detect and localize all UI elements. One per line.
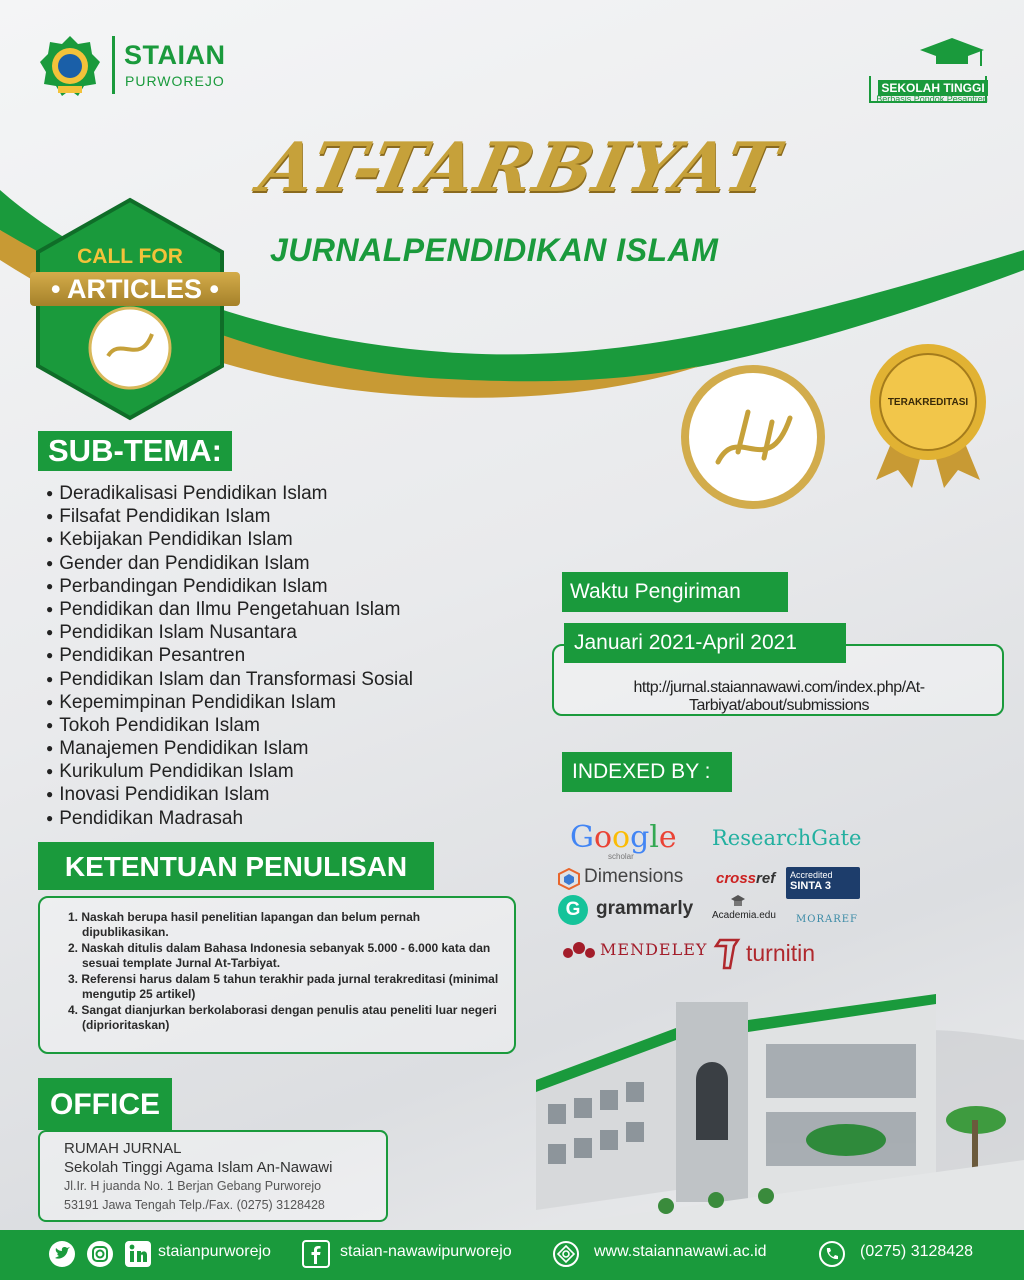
badge-sekolah-tinggi: SEKOLAH TINGGI bbox=[878, 80, 988, 96]
crossref-logo-cross: cross bbox=[716, 870, 757, 887]
subtema-item: ● Pendidikan Islam dan Transformasi Sosial bbox=[46, 668, 413, 691]
indexed-by-label: INDEXED BY : bbox=[562, 752, 732, 792]
subtema-item: ● Perbandingan Pendidikan Islam bbox=[46, 575, 413, 598]
subtema-item: ● Tokoh Pendidikan Islam bbox=[46, 714, 413, 737]
journal-title: AT-TARBIYAT bbox=[253, 128, 787, 208]
turnitin-logo: turnitin bbox=[746, 940, 816, 966]
office-name: RUMAH JURNAL bbox=[64, 1140, 182, 1157]
waktu-pengiriman-label: Waktu Pengiriman bbox=[562, 572, 788, 612]
badge-pondok-pesantren: Berbasis Pondok Pesantren bbox=[876, 94, 988, 104]
submission-url-link[interactable]: http://jurnal.staiannawawi.com/index.php/At-Tarbiyat/about/submissions bbox=[633, 679, 925, 714]
sinta-level: SINTA 3 bbox=[790, 880, 831, 892]
subtema-item: ● Kebijakan Pendidikan Islam bbox=[46, 528, 413, 551]
subtema-heading: SUB-TEMA: bbox=[38, 431, 232, 471]
subtema-item: ● Inovasi Pendidikan Islam bbox=[46, 783, 413, 806]
sinta-accredited-logo bbox=[786, 867, 860, 899]
office-address-box bbox=[38, 1130, 388, 1222]
linkedin-icon[interactable] bbox=[124, 1240, 152, 1268]
moraref-logo: MORAREF bbox=[796, 914, 858, 925]
subtema-item: ● Filsafat Pendidikan Islam bbox=[46, 505, 413, 528]
brand-name: STAIAN bbox=[124, 40, 226, 70]
staian-emblem-logo bbox=[38, 34, 102, 98]
submission-period: Januari 2021-April 2021 bbox=[564, 623, 846, 663]
campus-building-illustration bbox=[516, 960, 1024, 1230]
seal-text: TERAKREDITASI bbox=[887, 397, 969, 408]
mendeley-logo: MENDELEY bbox=[600, 940, 708, 959]
crossref-logo bbox=[716, 870, 775, 887]
subtema-item: ● Manajemen Pendidikan Islam bbox=[46, 737, 413, 760]
subtema-item: ● Deradikalisasi Pendidikan Islam bbox=[46, 482, 413, 505]
ketentuan-box bbox=[38, 896, 516, 1054]
accreditation-seal-icon bbox=[858, 340, 998, 490]
subtema-item: ● Pendidikan Madrasah bbox=[46, 807, 413, 830]
mendeley-icon bbox=[562, 940, 596, 960]
journal-subtitle: JURNALPENDIDIKAN ISLAM bbox=[270, 232, 719, 268]
footer-phone[interactable]: (0275) 3128428 bbox=[860, 1243, 973, 1260]
grammarly-icon: G bbox=[558, 895, 588, 925]
attarbiyat-calligraphy-medallion bbox=[678, 362, 828, 512]
call-for-articles-badge bbox=[30, 196, 230, 426]
footer-website[interactable]: www.staiannawawi.ac.id bbox=[594, 1243, 767, 1260]
subtema-item: ● Kepemimpinan Pendidikan Islam bbox=[46, 691, 413, 714]
ketentuan-list bbox=[60, 910, 500, 1032]
researchgate-logo: ResearchGate bbox=[712, 826, 862, 850]
subtema-item: ● Pendidikan dan Ilmu Pengetahuan Islam bbox=[46, 598, 413, 621]
google-scholar-logo: Google bbox=[570, 820, 677, 855]
ketentuan-heading: KETENTUAN PENULISAN bbox=[38, 842, 434, 890]
ketentuan-item: 4. Sangat dianjurkan berkolaborasi dengan penulis atau peneliti luar negeri (diprioritaskan) bbox=[68, 1003, 497, 1032]
subtema-item: ● Pendidikan Pesantren bbox=[46, 644, 413, 667]
dimensions-logo: Dimensions bbox=[584, 866, 684, 887]
footer-social-handle[interactable]: staianpurworejo bbox=[158, 1243, 271, 1260]
ketentuan-item: 1. Naskah berupa hasil penelitian lapangan dan belum pernah dipublikasikan. bbox=[68, 910, 421, 939]
academia-logo: Academia.edu bbox=[712, 910, 776, 921]
articles-label: • ARTICLES • bbox=[30, 272, 240, 306]
web-icon[interactable] bbox=[552, 1240, 580, 1268]
footer-facebook[interactable]: staian-nawawipurworejo bbox=[340, 1243, 512, 1260]
twitter-icon[interactable] bbox=[48, 1240, 76, 1268]
phone-icon[interactable] bbox=[818, 1240, 846, 1268]
ketentuan-item: 2. Naskah ditulis dalam Bahasa Indonesia sebanyak 5.000 - 6.000 kata dan sesuai template Jurnal At-Tarbiyat. bbox=[68, 941, 491, 970]
instagram-icon[interactable] bbox=[86, 1240, 114, 1268]
office-postal-phone: 53191 Jawa Tengah Telp./Fax. (0275) 3128428 bbox=[64, 1198, 325, 1212]
facebook-icon[interactable] bbox=[302, 1240, 330, 1268]
subtema-list bbox=[46, 482, 413, 830]
office-institution: Sekolah Tinggi Agama Islam An-Nawawi bbox=[64, 1159, 333, 1176]
grammarly-logo: grammarly bbox=[596, 898, 694, 919]
subtema-item: ● Kurikulum Pendidikan Islam bbox=[46, 760, 413, 783]
ketentuan-item: 3. Referensi harus dalam 5 tahun terakhir pada jurnal terakreditasi (minimal mengutip 25 artikel) bbox=[68, 972, 499, 1001]
brand-city: PURWOREJO bbox=[125, 73, 225, 89]
dimensions-icon bbox=[558, 868, 580, 890]
google-scholar-sub: scholar bbox=[608, 852, 634, 861]
call-for-label: CALL FOR bbox=[77, 245, 183, 268]
academia-icon bbox=[730, 894, 746, 908]
logo-divider bbox=[112, 36, 115, 94]
sinta-accredited: Accredited bbox=[790, 870, 833, 880]
office-street: Jl.Ir. H juanda No. 1 Berjan Gebang Purworejo bbox=[64, 1179, 322, 1193]
subtema-item: ● Pendidikan Islam Nusantara bbox=[46, 621, 413, 644]
crossref-logo-ref: ref bbox=[756, 870, 776, 887]
subtema-item: ● Gender dan Pendidikan Islam bbox=[46, 552, 413, 575]
office-heading: OFFICE bbox=[38, 1078, 172, 1130]
